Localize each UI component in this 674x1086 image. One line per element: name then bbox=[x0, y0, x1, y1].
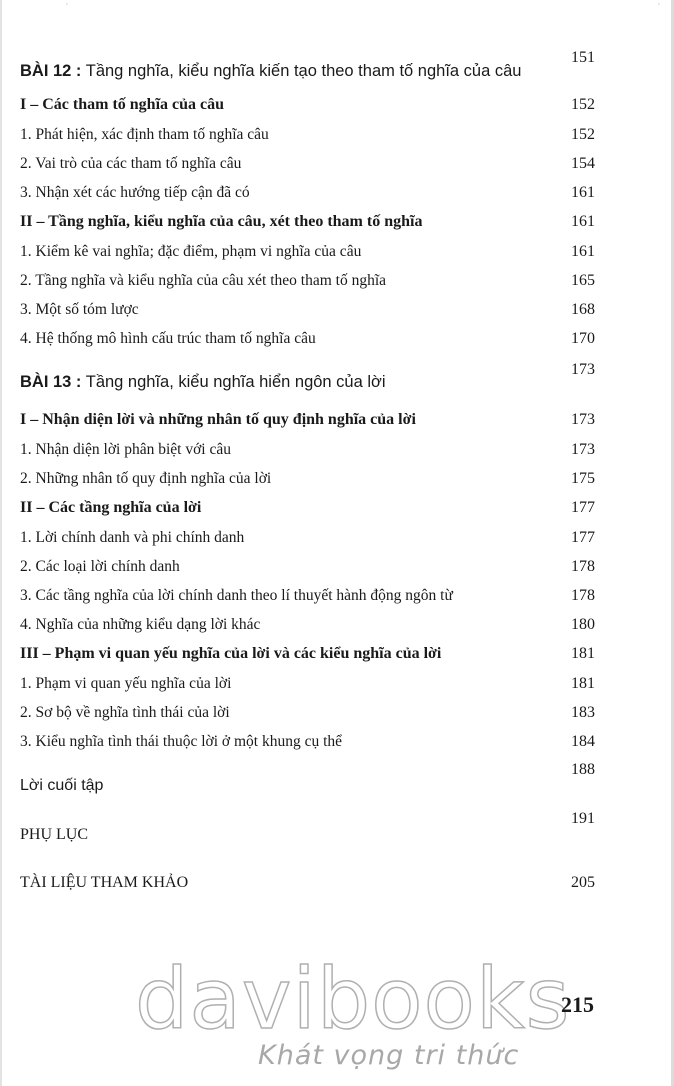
toc-section-title: I – Nhận diện lời và những nhân tố quy định nghĩa của lời bbox=[20, 411, 416, 428]
toc-page-number: 184 bbox=[571, 733, 595, 750]
toc-section-title: I – Các tham tố nghĩa của câu bbox=[20, 96, 225, 113]
toc-item-title: 3. Kiểu nghĩa tình thái thuộc lời ở một khung cụ thể bbox=[20, 733, 343, 750]
toc-page-number: 178 bbox=[571, 558, 595, 575]
toc-page-number: 154 bbox=[571, 155, 595, 172]
toc-item-title: 3. Nhận xét các hướng tiếp cận đã có bbox=[20, 184, 250, 201]
toc-page-number: 177 bbox=[571, 499, 595, 516]
toc-page-number: 168 bbox=[571, 301, 595, 318]
toc-item-title: 2. Sơ bộ về nghĩa tình thái của lời bbox=[20, 704, 230, 721]
toc-item-title: 1. Phát hiện, xác định tham tố nghĩa câu bbox=[20, 126, 269, 143]
toc-page-number: 188 bbox=[571, 761, 595, 778]
toc-page-number: 181 bbox=[571, 675, 595, 692]
davibooks-watermark-logo: davibooks bbox=[135, 950, 571, 1048]
toc-item-title: 4. Nghĩa của những kiểu dạng lời khác bbox=[20, 616, 261, 633]
toc-item-title: 2. Vai trò của các tham tố nghĩa câu bbox=[20, 155, 242, 172]
toc-page-number: 205 bbox=[571, 874, 595, 891]
page-number: 215 bbox=[561, 992, 594, 1017]
toc-page-number: 173 bbox=[571, 411, 595, 428]
toc-page-number: 161 bbox=[571, 184, 595, 201]
chapter-title-text: Tầng nghĩa, kiểu nghĩa hiển ngôn của lời bbox=[85, 373, 386, 391]
toc-item-title: 3. Một số tóm lược bbox=[20, 301, 139, 318]
toc-item-title: Lời cuối tập bbox=[20, 777, 104, 794]
toc-page-number: 151 bbox=[571, 49, 595, 66]
toc-page-number: 152 bbox=[571, 126, 595, 143]
page-edge-left bbox=[0, 0, 2, 1086]
toc-page-number: 180 bbox=[571, 616, 595, 633]
toc-page-number: 170 bbox=[571, 330, 595, 347]
toc-page-number: 175 bbox=[571, 470, 595, 487]
toc-page-number: 173 bbox=[571, 361, 595, 378]
toc-page-number: 161 bbox=[571, 243, 595, 260]
chapter-title-text: Tầng nghĩa, kiểu nghĩa kiến tạo theo tham tố nghĩa của câu bbox=[85, 62, 522, 80]
toc-item-title: 1. Kiểm kê vai nghĩa; đặc điểm, phạm vi nghĩa của câu bbox=[20, 243, 362, 260]
toc-item-title: 3. Các tầng nghĩa của lời chính danh theo lí thuyết hành động ngôn từ bbox=[20, 587, 453, 604]
chapter-number: BÀI 12 : bbox=[20, 62, 82, 80]
toc-page-number: 173 bbox=[571, 441, 595, 458]
toc-item-title: 2. Tầng nghĩa và kiểu nghĩa của câu xét theo tham tố nghĩa bbox=[20, 272, 387, 289]
toc-section-title: II – Các tầng nghĩa của lời bbox=[20, 499, 202, 516]
toc-item-title: 1. Nhận diện lời phân biệt với câu bbox=[20, 441, 231, 458]
toc-page-number: 191 bbox=[571, 810, 595, 827]
toc-item-title: 2. Những nhân tố quy định nghĩa của lời bbox=[20, 470, 272, 487]
crop-mark: ' bbox=[658, 2, 660, 13]
crop-mark: ' bbox=[66, 2, 68, 13]
toc-page-number: 181 bbox=[571, 645, 595, 662]
toc-item-title: 2. Các loại lời chính danh bbox=[20, 558, 180, 575]
toc-page-number: 183 bbox=[571, 704, 595, 721]
toc-page-number: 161 bbox=[571, 213, 595, 230]
toc-item-title: 1. Lời chính danh và phi chính danh bbox=[20, 529, 245, 546]
toc-chapter-title bbox=[20, 62, 521, 81]
toc-page-number: 178 bbox=[571, 587, 595, 604]
toc-item-title: 4. Hệ thống mô hình cấu trúc tham tố nghĩa câu bbox=[20, 330, 316, 347]
toc-item-title: PHỤ LỤC bbox=[20, 826, 89, 843]
toc-item-title: 1. Phạm vi quan yếu nghĩa của lời bbox=[20, 675, 232, 692]
toc-section-title: II – Tầng nghĩa, kiểu nghĩa của câu, xét theo tham tố nghĩa bbox=[20, 213, 423, 230]
toc-page-number: 165 bbox=[571, 272, 595, 289]
toc-section-title: III – Phạm vi quan yếu nghĩa của lời và các kiểu nghĩa của lời bbox=[20, 645, 442, 662]
toc-page-number: 177 bbox=[571, 529, 595, 546]
watermark-tagline: Khát vọng tri thức bbox=[258, 1040, 520, 1071]
toc-item-title: TÀI LIỆU THAM KHẢO bbox=[20, 874, 189, 891]
toc-page-number: 152 bbox=[571, 96, 595, 113]
chapter-number: BÀI 13 : bbox=[20, 373, 82, 391]
toc-chapter-title bbox=[20, 373, 386, 392]
